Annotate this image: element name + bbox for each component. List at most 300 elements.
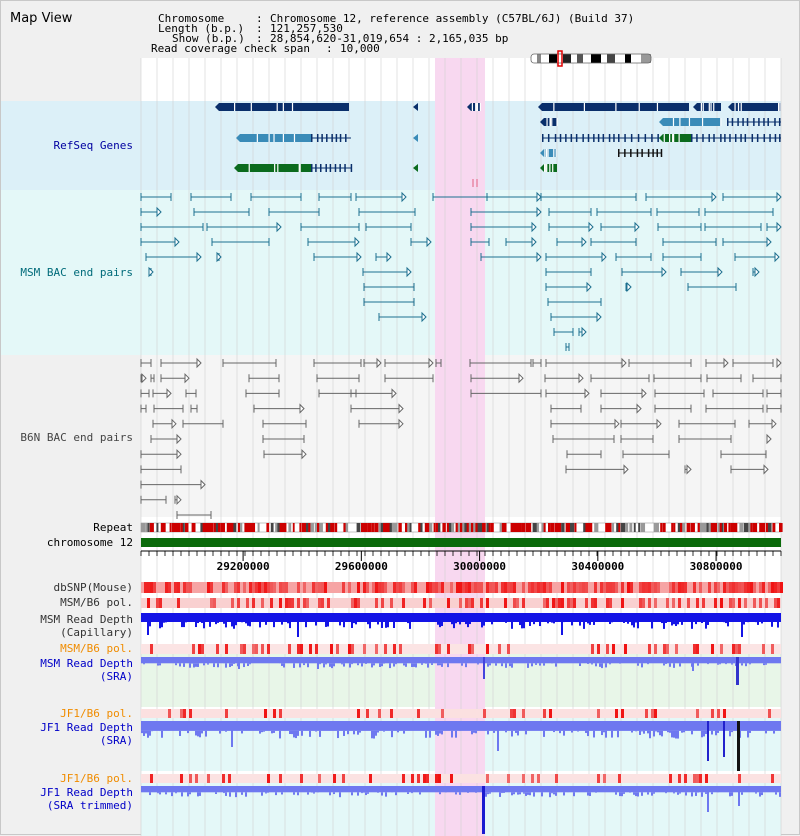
depth-bar [371, 731, 373, 738]
snp-density-cell [591, 598, 594, 608]
snp-density-cell [492, 582, 495, 593]
refseq-gene-block [663, 118, 721, 126]
depth-bar [741, 792, 743, 794]
depth-bar [337, 731, 339, 738]
depth-bar [231, 622, 233, 626]
snp-density-cell [711, 709, 714, 718]
repeat-element [755, 523, 757, 532]
depth-bar [273, 622, 275, 627]
repeat-element [574, 523, 576, 532]
snp-density-cell [375, 582, 378, 593]
snp-density-cell [696, 709, 699, 718]
snp-density-cell [558, 598, 561, 608]
repeat-element [211, 523, 213, 532]
exon-tick [335, 164, 337, 172]
repeat-element [629, 523, 632, 532]
snp-density-cell [459, 598, 462, 608]
axis-tick-label: 30000000 [453, 560, 506, 573]
depth-bar [455, 622, 457, 623]
repeat-element [156, 523, 158, 532]
depth-bar [599, 663, 601, 667]
depth-spike [231, 721, 233, 747]
snp-density-cell [273, 582, 276, 593]
snp-density-cell [711, 644, 714, 654]
depth-bar [527, 663, 529, 668]
snp-density-cell [252, 644, 255, 654]
exon-tick [720, 134, 722, 142]
depth-bar [189, 663, 191, 667]
exon-tick [764, 134, 766, 142]
snp-density-cell [414, 582, 417, 593]
snp-density-cell [765, 598, 768, 608]
depth-bar [519, 622, 521, 625]
depth-bar [243, 663, 245, 667]
depth-bar [529, 792, 531, 795]
repeat-element [768, 523, 772, 532]
depth-bar [691, 731, 693, 734]
depth-bar [459, 792, 461, 795]
snp-density-cell [714, 598, 717, 608]
exon-gap [669, 134, 670, 142]
exon-tick [618, 134, 620, 142]
snp-density-cell [537, 582, 540, 593]
exon-gap [545, 164, 546, 172]
exon-gap [249, 164, 250, 172]
snp-density-cell [504, 582, 507, 593]
depth-bar [171, 792, 173, 796]
depth-bar [229, 792, 231, 796]
depth-bar [531, 663, 533, 666]
depth-bar [467, 792, 469, 793]
jf1-depth-trim-label-2: (SRA trimmed) [47, 800, 133, 812]
snp-density-cell [510, 582, 513, 593]
depth-bar [505, 622, 507, 623]
depth-bar [233, 663, 235, 664]
snp-density-cell [336, 644, 339, 654]
exon-tick [593, 134, 595, 142]
snp-density-cell [144, 582, 147, 593]
depth-bar [353, 731, 355, 734]
depth-bar [477, 663, 479, 664]
depth-bar [245, 622, 247, 623]
snp-density-cell [426, 582, 429, 593]
ideogram-band [591, 54, 601, 63]
ideogram-band [541, 54, 549, 63]
refseq-genes-label: RefSeq Genes [54, 140, 133, 152]
exon-gap [553, 103, 554, 111]
repeat-element [218, 523, 220, 532]
snp-density-cell [480, 582, 483, 593]
snp-density-cell [471, 644, 474, 654]
repeat-element [761, 523, 765, 532]
exon-tick [560, 134, 562, 142]
repeat-element [266, 523, 269, 532]
depth-bar [747, 731, 749, 738]
depth-spike [497, 721, 499, 751]
snp-density-cell [561, 582, 564, 593]
snp-density-cell [303, 582, 306, 593]
depth-spike [297, 613, 299, 637]
exon-tick [571, 134, 573, 142]
repeat-element [704, 523, 706, 532]
depth-bar [619, 792, 621, 796]
exon-gap [269, 134, 270, 142]
repeat-element [610, 523, 612, 532]
depth-bar [359, 731, 361, 733]
depth-bar [307, 663, 309, 667]
depth-bar [379, 663, 381, 667]
snp-density-cell [522, 709, 525, 718]
depth-bar [543, 663, 545, 665]
snp-density-cell [567, 582, 570, 593]
snp-density-cell [528, 582, 531, 593]
depth-bar [343, 731, 345, 736]
depth-bar [571, 622, 573, 625]
depth-bar [493, 731, 495, 733]
snp-density-cell [399, 582, 402, 593]
snp-density-cell [726, 582, 729, 593]
depth-bar [315, 622, 317, 626]
depth-bar [149, 792, 151, 795]
exon-tick [774, 118, 776, 126]
snp-density-cell [720, 598, 723, 608]
repeat-element [288, 523, 291, 532]
repeat-element [722, 523, 724, 532]
snp-density-cell [750, 582, 753, 593]
repeat-element [643, 523, 645, 532]
snp-density-cell [612, 582, 615, 593]
depth-bar [309, 731, 311, 737]
depth-bar [281, 792, 283, 794]
snp-density-cell [381, 598, 384, 608]
depth-bar [637, 792, 639, 796]
snp-density-cell [450, 582, 453, 593]
depth-bar [441, 622, 443, 626]
depth-bar [729, 731, 731, 736]
depth-bar [451, 731, 453, 738]
exon-gap [713, 103, 714, 111]
exon-gap [546, 149, 547, 157]
depth-bar [381, 622, 383, 628]
depth-bar [671, 622, 673, 625]
depth-bar [519, 792, 521, 794]
depth-bar [157, 663, 159, 665]
depth-bar [181, 622, 183, 627]
depth-bar [195, 663, 197, 667]
snp-density-cell [384, 582, 387, 593]
snp-density-cell [681, 582, 684, 593]
repeat-element [594, 523, 598, 532]
repeat-element [150, 523, 154, 532]
depth-bar [375, 731, 377, 736]
depth-bar [749, 731, 751, 733]
exon-tick [661, 149, 663, 157]
depth-bar [741, 663, 743, 665]
snp-density-cell [150, 582, 153, 593]
depth-bar [339, 622, 341, 625]
snp-density-cell [237, 582, 240, 593]
depth-bar [199, 731, 201, 737]
depth-bar [361, 663, 363, 666]
snp-density-cell [321, 582, 324, 593]
exon-gap [780, 103, 781, 111]
snp-density-cell [177, 598, 180, 608]
exon-gap [734, 103, 735, 111]
repeat-element [561, 523, 564, 532]
depth-bar [579, 622, 581, 626]
snp-density-cell [213, 598, 216, 608]
snp-density-cell [585, 598, 588, 608]
repeat-element [715, 523, 717, 532]
snp-density-cell [363, 644, 366, 654]
depth-bar [373, 663, 375, 665]
repeat-element [429, 523, 432, 532]
snp-density-cell [645, 709, 648, 718]
exon-tick [638, 134, 640, 142]
snp-density-cell [309, 644, 312, 654]
snp-density-cell [639, 598, 642, 608]
repeat-element [489, 523, 491, 532]
depth-bar [183, 663, 185, 667]
exon-gap [552, 164, 553, 172]
exon-tick [696, 134, 698, 142]
exon-gap [292, 103, 293, 111]
depth-bar [341, 663, 343, 664]
snp-density-cell [288, 598, 291, 608]
snp-density-cell [549, 709, 552, 718]
snp-density-cell [642, 598, 645, 608]
snp-density-cell [663, 644, 666, 654]
snp-density-cell [768, 582, 771, 593]
exon-gap [584, 103, 585, 111]
snp-density-cell [759, 598, 762, 608]
repeat-element [163, 523, 166, 532]
depth-bar [711, 792, 713, 794]
depth-bar [431, 663, 433, 665]
depth-bar [711, 731, 713, 735]
repeat-element [720, 523, 722, 532]
depth-bar [355, 622, 357, 624]
depth-bar [515, 731, 517, 733]
depth-bar [677, 622, 679, 624]
exon-tick [624, 134, 626, 142]
snp-density-cell [429, 582, 432, 593]
depth-bar [159, 622, 161, 628]
snp-density-cell [249, 582, 252, 593]
repeat-element [678, 523, 681, 532]
depth-bar [377, 792, 379, 793]
repeat-element [148, 523, 150, 532]
snp-density-cell [732, 644, 735, 654]
repeat-element [504, 523, 507, 532]
exon-tick [336, 134, 338, 142]
exon-tick [317, 134, 319, 142]
depth-bar [425, 731, 427, 738]
repeat-element [200, 523, 203, 532]
depth-bar [715, 731, 717, 735]
depth-bar [661, 622, 663, 623]
depth-bar [541, 792, 543, 796]
snp-density-cell [234, 582, 237, 593]
snp-density-cell [654, 582, 657, 593]
vertical-gridlines [141, 58, 781, 836]
depth-bar [333, 663, 335, 666]
snp-density-cell [678, 774, 681, 783]
depth-bar [637, 622, 639, 628]
snp-density-cell [579, 582, 582, 593]
snp-density-cell [477, 582, 480, 593]
exon-gap [549, 118, 550, 126]
depth-bar [295, 731, 297, 738]
snp-density-cell [378, 709, 381, 718]
depth-bar [665, 663, 667, 664]
depth-bar [623, 792, 625, 794]
depth-bar [679, 792, 681, 793]
exon-tick [767, 118, 769, 126]
depth-bar [719, 663, 721, 664]
depth-bar [775, 792, 777, 794]
depth-bar [313, 792, 315, 793]
snp-density-cell [270, 598, 273, 608]
repeat-element [469, 523, 472, 532]
exon-tick [613, 134, 615, 142]
snp-density-cell [714, 582, 717, 593]
depth-bar [523, 622, 525, 628]
snp-density-cell [762, 644, 765, 654]
depth-bar [271, 731, 273, 733]
depth-bar [207, 663, 209, 664]
snp-density-cell [183, 582, 186, 593]
msm-b6-pol-label: MSM/B6 pol. [60, 597, 133, 609]
snp-density-cell [699, 582, 702, 593]
snp-density-cell [621, 598, 624, 608]
exon-gap [703, 103, 704, 111]
snp-density-cell [534, 582, 537, 593]
exon-tick [311, 164, 313, 172]
repeat-element [482, 523, 486, 532]
snp-density-cell [753, 598, 756, 608]
snp-density-cell [264, 709, 267, 718]
snp-density-cell [759, 582, 762, 593]
exon-gap [300, 164, 301, 172]
depth-bar [263, 731, 265, 732]
exon-tick [656, 149, 658, 157]
depth-bar [705, 731, 707, 734]
snp-density-cell [297, 644, 300, 654]
exon-gap [701, 103, 702, 111]
snp-density-cell [693, 644, 696, 654]
depth-bar [639, 731, 641, 735]
snp-density-cell [483, 709, 486, 718]
snp-density-cell [570, 582, 573, 593]
snp-density-cell [300, 774, 303, 783]
snp-density-cell [606, 598, 609, 608]
snp-density-cell [612, 644, 615, 654]
exon-gap [553, 149, 554, 157]
snp-density-cell [693, 582, 696, 593]
snp-density-cell [351, 598, 354, 608]
repeat-element [673, 523, 675, 532]
snp-density-cell [708, 582, 711, 593]
snp-density-cell [447, 598, 450, 608]
depth-bar [553, 622, 555, 623]
depth-bar [175, 792, 177, 793]
dbsnp-track [141, 582, 783, 593]
repeat-element [209, 523, 211, 532]
snp-density-cell [486, 598, 489, 608]
snp-density-cell [774, 582, 777, 593]
depth-bar [357, 663, 359, 665]
refseq-gene-block [732, 103, 781, 111]
msm-b6-pol-sra-track [141, 644, 781, 654]
repeat-element [625, 523, 628, 532]
depth-bar [675, 731, 677, 739]
snp-density-cell [507, 644, 510, 654]
snp-density-cell [771, 582, 774, 593]
ideogram-band [577, 54, 583, 63]
depth-bar [143, 663, 145, 664]
snp-density-cell [486, 644, 489, 654]
repeat-element [671, 523, 673, 532]
depth-bar [201, 622, 203, 623]
exon-gap [679, 134, 680, 142]
depth-bar [297, 731, 299, 736]
snp-density-cell [429, 598, 432, 608]
snp-density-cell [468, 598, 471, 608]
exon-tick [727, 118, 729, 126]
depth-bar [217, 622, 219, 623]
depth-bar [205, 731, 207, 737]
depth-bar [441, 663, 443, 667]
depth-bar [611, 731, 613, 738]
repeat-element [779, 523, 783, 532]
depth-bar [573, 792, 575, 796]
msm-depth-capillary-label-1: MSM Read Depth [40, 614, 133, 626]
snp-density-cell [723, 709, 726, 718]
refseq-gene-block [240, 134, 311, 142]
depth-bar [459, 622, 461, 624]
snp-density-cell [324, 582, 327, 593]
snp-density-cell [261, 598, 264, 608]
depth-bar [779, 792, 781, 797]
repeat-element [407, 523, 409, 532]
depth-bar [539, 663, 541, 665]
show-key: Show (b.p.) [172, 33, 245, 44]
exon-tick [747, 118, 749, 126]
snp-density-cell [390, 709, 393, 718]
depth-bar [437, 731, 439, 736]
repeat-element [654, 523, 656, 532]
repeat-element [451, 523, 454, 532]
exon-gap [480, 103, 481, 111]
snp-density-cell [597, 774, 600, 783]
depth-bar [149, 731, 151, 736]
depth-bar [475, 792, 477, 793]
snp-density-cell [570, 598, 573, 608]
depth-bar [361, 792, 363, 793]
snp-density-cell [543, 582, 546, 593]
repeat-element [192, 523, 196, 532]
snp-density-cell [606, 582, 609, 593]
depth-bar [503, 792, 505, 793]
depth-bar [647, 792, 649, 794]
exon-gap [679, 118, 680, 126]
snp-density-cell [402, 598, 405, 608]
snp-density-cell [594, 582, 597, 593]
exon-tick [320, 164, 322, 172]
depth-bar [235, 622, 237, 625]
depth-bar [407, 792, 409, 794]
